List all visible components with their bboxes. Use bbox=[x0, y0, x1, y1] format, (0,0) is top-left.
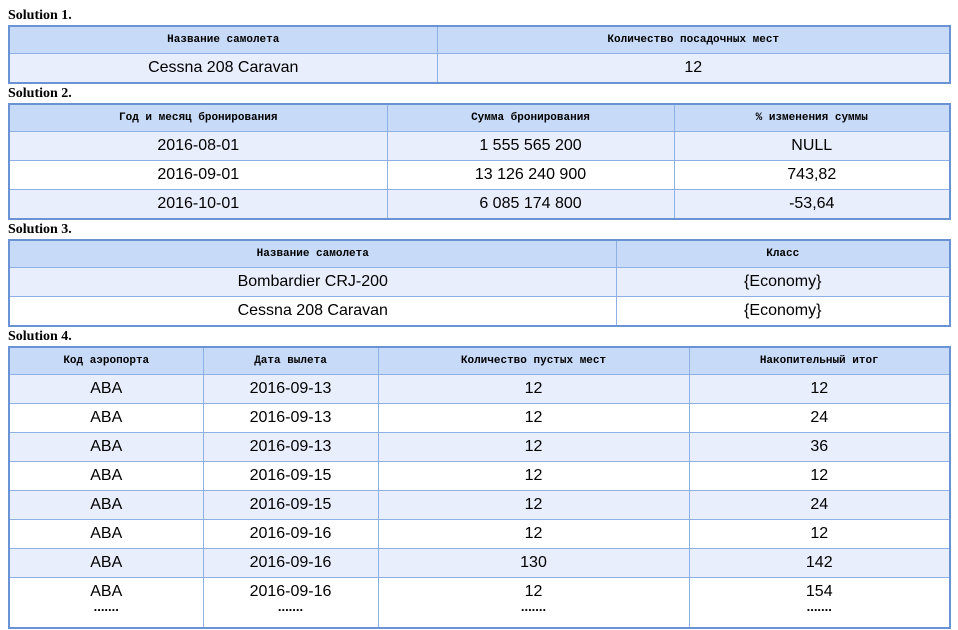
table-cell: 2016-09-13 bbox=[203, 433, 378, 462]
header-row bbox=[9, 240, 950, 268]
table-cell: 12 bbox=[378, 520, 689, 549]
column-header: Название самолета bbox=[9, 240, 616, 268]
table-row bbox=[9, 578, 950, 629]
table-row bbox=[9, 462, 950, 491]
table-cell: ABA bbox=[9, 404, 203, 433]
table-cell: 2016-09-16 bbox=[203, 549, 378, 578]
header-row bbox=[9, 104, 950, 132]
table-cell: 12 bbox=[378, 491, 689, 520]
table-cell: 24 bbox=[689, 491, 950, 520]
ellipsis: ....... bbox=[520, 599, 547, 614]
column-header: Накопительный итог bbox=[689, 347, 950, 375]
table-cell: {Economy} bbox=[616, 268, 950, 297]
solution-2-table bbox=[8, 103, 951, 220]
table-cell: ABA bbox=[9, 520, 203, 549]
table-cell: 12 bbox=[689, 375, 950, 404]
table-row bbox=[9, 268, 950, 297]
solution-1-table bbox=[8, 25, 951, 84]
table-cell: NULL bbox=[674, 132, 950, 161]
table-cell: 2016-10-01 bbox=[9, 190, 387, 220]
table-cell: 2016-09-16 bbox=[203, 520, 378, 549]
table-cell: 24 bbox=[689, 404, 950, 433]
table-cell bbox=[378, 578, 689, 629]
column-header: Название самолета bbox=[9, 26, 437, 54]
solution-4-table bbox=[8, 346, 951, 629]
table-cell: ABA bbox=[9, 491, 203, 520]
column-header: Класс bbox=[616, 240, 950, 268]
table-cell: 743,82 bbox=[674, 161, 950, 190]
table-cell: 2016-09-01 bbox=[9, 161, 387, 190]
table-cell: 12 bbox=[378, 462, 689, 491]
column-header: Код аэропорта bbox=[9, 347, 203, 375]
table-cell bbox=[689, 578, 950, 629]
table-cell: 12 bbox=[378, 404, 689, 433]
ellipsis: ....... bbox=[277, 599, 304, 614]
table-cell: 12 bbox=[378, 375, 689, 404]
table-row bbox=[9, 375, 950, 404]
table-cell: ABA bbox=[9, 549, 203, 578]
ellipsis: ....... bbox=[93, 599, 119, 614]
table-cell: ABA bbox=[9, 375, 203, 404]
table-cell: {Economy} bbox=[616, 297, 950, 327]
table-cell: 13 126 240 900 bbox=[387, 161, 674, 190]
solution-3-title: Solution 3. bbox=[8, 222, 72, 237]
column-header: Количество посадочных мест bbox=[437, 26, 950, 54]
column-header: Год и месяц бронирования bbox=[9, 104, 387, 132]
cell-value: 154 bbox=[805, 583, 833, 600]
table-row bbox=[9, 491, 950, 520]
table-cell: 12 bbox=[689, 520, 950, 549]
table-cell: 2016-09-15 bbox=[203, 462, 378, 491]
table-cell: Cessna 208 Caravan bbox=[9, 54, 437, 84]
solution-3-table bbox=[8, 239, 951, 327]
table-cell: 130 bbox=[378, 549, 689, 578]
table-row bbox=[9, 433, 950, 462]
cell-value: ABA bbox=[90, 583, 123, 600]
table-cell: Bombardier CRJ-200 bbox=[9, 268, 616, 297]
table-cell: 12 bbox=[378, 433, 689, 462]
table-cell: 142 bbox=[689, 549, 950, 578]
table-cell: 2016-09-13 bbox=[203, 404, 378, 433]
table-cell: 2016-09-15 bbox=[203, 491, 378, 520]
table-row bbox=[9, 404, 950, 433]
solution-2-title: Solution 2. bbox=[8, 86, 72, 101]
table-row bbox=[9, 132, 950, 161]
table-cell: 12 bbox=[689, 462, 950, 491]
column-header: Дата вылета bbox=[203, 347, 378, 375]
table-cell: ABA bbox=[9, 433, 203, 462]
table-row bbox=[9, 54, 950, 84]
table-cell bbox=[203, 578, 378, 629]
ellipsis: ....... bbox=[806, 599, 832, 614]
table-row bbox=[9, 549, 950, 578]
table-row bbox=[9, 190, 950, 220]
table-cell: -53,64 bbox=[674, 190, 950, 220]
column-header: % изменения суммы bbox=[674, 104, 950, 132]
table-cell: 12 bbox=[437, 54, 950, 84]
solution-4-title: Solution 4. bbox=[8, 329, 72, 344]
table-cell: ABA bbox=[9, 462, 203, 491]
table-cell bbox=[9, 578, 203, 629]
table-row bbox=[9, 297, 950, 327]
table-cell: 6 085 174 800 bbox=[387, 190, 674, 220]
table-cell: 36 bbox=[689, 433, 950, 462]
table-cell: 2016-08-01 bbox=[9, 132, 387, 161]
cell-value: 2016-09-16 bbox=[249, 583, 332, 600]
table-cell: Cessna 208 Caravan bbox=[9, 297, 616, 327]
header-row bbox=[9, 347, 950, 375]
table-row bbox=[9, 520, 950, 549]
column-header: Сумма бронирования bbox=[387, 104, 674, 132]
table-cell: 2016-09-13 bbox=[203, 375, 378, 404]
cell-value: 12 bbox=[524, 583, 543, 600]
table-row bbox=[9, 161, 950, 190]
column-header: Количество пустых мест bbox=[378, 347, 689, 375]
header-row bbox=[9, 26, 950, 54]
solution-1-title: Solution 1. bbox=[8, 8, 72, 23]
table-cell: 1 555 565 200 bbox=[387, 132, 674, 161]
